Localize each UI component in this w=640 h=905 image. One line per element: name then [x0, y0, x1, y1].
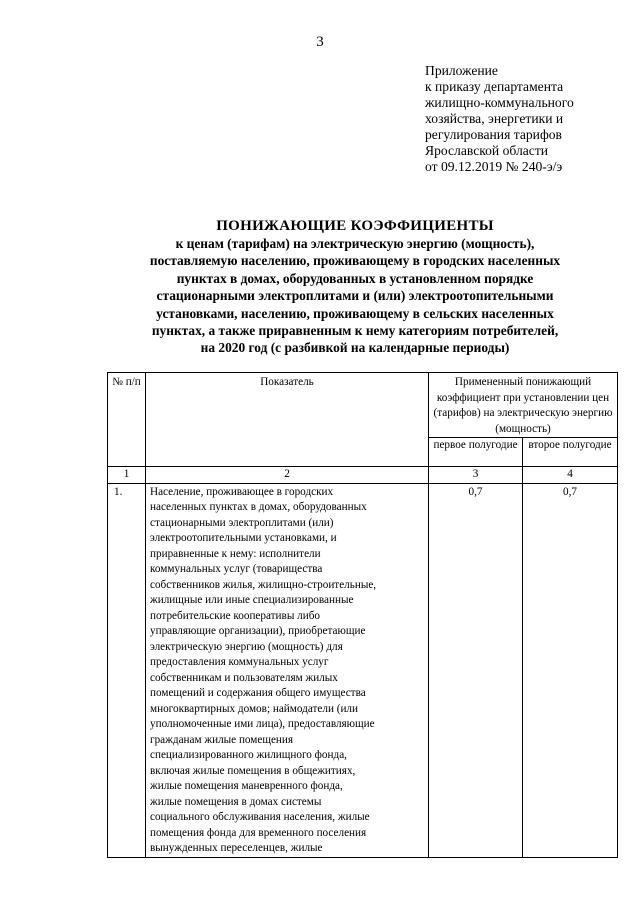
appendix-line: Приложение — [425, 63, 498, 78]
description-line: специализированного жилищного фонда, — [150, 749, 347, 761]
subtitle-line: на 2020 год (с разбивкой на календарные периоды) — [200, 340, 510, 356]
column-number-cell: 1 — [108, 467, 146, 484]
description-line: потребительские кооперативы либо — [150, 609, 320, 622]
column-number-cell: 3 — [429, 467, 523, 484]
subtitle-line: поставляемую населению, проживающему в городских населенных — [149, 253, 561, 269]
document-subtitle — [60, 235, 640, 357]
header-number: № п/п — [108, 373, 146, 467]
row-description — [146, 483, 429, 857]
second-half-value: 0,7 — [523, 483, 618, 857]
description-line: предоставления коммунальных услуг — [150, 656, 329, 668]
document-heading — [60, 217, 640, 357]
header-second-half: второе полугодие — [523, 438, 618, 467]
table-row — [108, 483, 618, 857]
subtitle-line: пунктах в домах, оборудованных в установленном порядке — [176, 270, 534, 286]
subtitle-line: пунктах, а также приравненным к нему категориям потребителей, — [151, 323, 559, 339]
appendix-line: Ярославской области — [425, 143, 549, 158]
description-line: многоквартирных домов; наймодатели (или — [150, 702, 359, 715]
row-number: 1. — [108, 483, 146, 857]
description-line: жилые помещения маневренного фонда, — [150, 780, 343, 792]
subtitle-line: установками, населению, проживающему в сельских населенных — [156, 305, 554, 321]
page-number: 3 — [316, 34, 324, 50]
description-line: уполномоченные ими лица), предоставляющие — [150, 718, 375, 730]
appendix-line: хозяйства, энергетики и — [425, 111, 564, 126]
description-line: управляющие организации), приобретающие — [150, 625, 366, 637]
description-line: стационарными электроплитами (или) — [150, 516, 334, 529]
column-number-cell: 2 — [146, 467, 429, 484]
description-line: Население, проживающее в городских — [150, 485, 334, 498]
appendix-line: от 09.12.2019 № 240-э/э — [425, 159, 563, 174]
header-coefficient: Примененный понижающий коэффициент при установлении цен (тарифов) на электрическую энергию (мощность) — [429, 373, 618, 438]
description-line: гражданам жилые помещения — [150, 733, 294, 746]
description-line: вынужденных переселенцев, жилые — [150, 842, 323, 854]
coefficients-table — [107, 372, 618, 858]
description-line: электроотопительными установками, и — [150, 532, 337, 544]
description-line: социального обслуживания населения, жилые — [150, 811, 370, 823]
appendix-line: к приказу департамента — [425, 79, 564, 94]
appendix-note — [425, 63, 635, 175]
subtitle-line: к ценам (тарифам) на электрическую энергию (мощность), — [175, 236, 535, 251]
description-line: включая жилые помещения в общежитиях, — [150, 764, 356, 777]
subtitle-line: стационарными электроплитами и (или) электроотопительными — [156, 288, 554, 304]
description-line: приравненные к нему: исполнители — [150, 547, 321, 560]
description-line: населенных пунктах в домах, оборудованных — [150, 501, 367, 513]
document-title: ПОНИЖАЮЩИЕ КОЭФФИЦИЕНТЫ — [216, 218, 494, 234]
column-number-cell: 4 — [523, 467, 618, 484]
description-line: помещения фонда для временного поселения — [150, 826, 367, 839]
header-first-half: первое полугодие — [429, 438, 523, 467]
description-line: коммунальных услуг (товарищества — [150, 563, 323, 575]
description-line: электрическую энергию (мощность) для — [150, 640, 343, 653]
description-line: жилищные или иные специализированные — [150, 594, 354, 606]
appendix-line: жилищно-коммунального — [425, 95, 574, 110]
description-line: собственникам и пользователям жилых — [150, 671, 338, 684]
description-line: жилые помещения в домах системы — [150, 795, 322, 808]
description-line: помещений и содержания общего имущества — [150, 687, 366, 699]
first-half-value: 0,7 — [429, 483, 523, 857]
appendix-line: регулирования тарифов — [425, 127, 562, 142]
header-indicator: Показатель — [146, 373, 429, 467]
description-line: собственников жилья, жилищно-строительные, — [150, 578, 377, 591]
